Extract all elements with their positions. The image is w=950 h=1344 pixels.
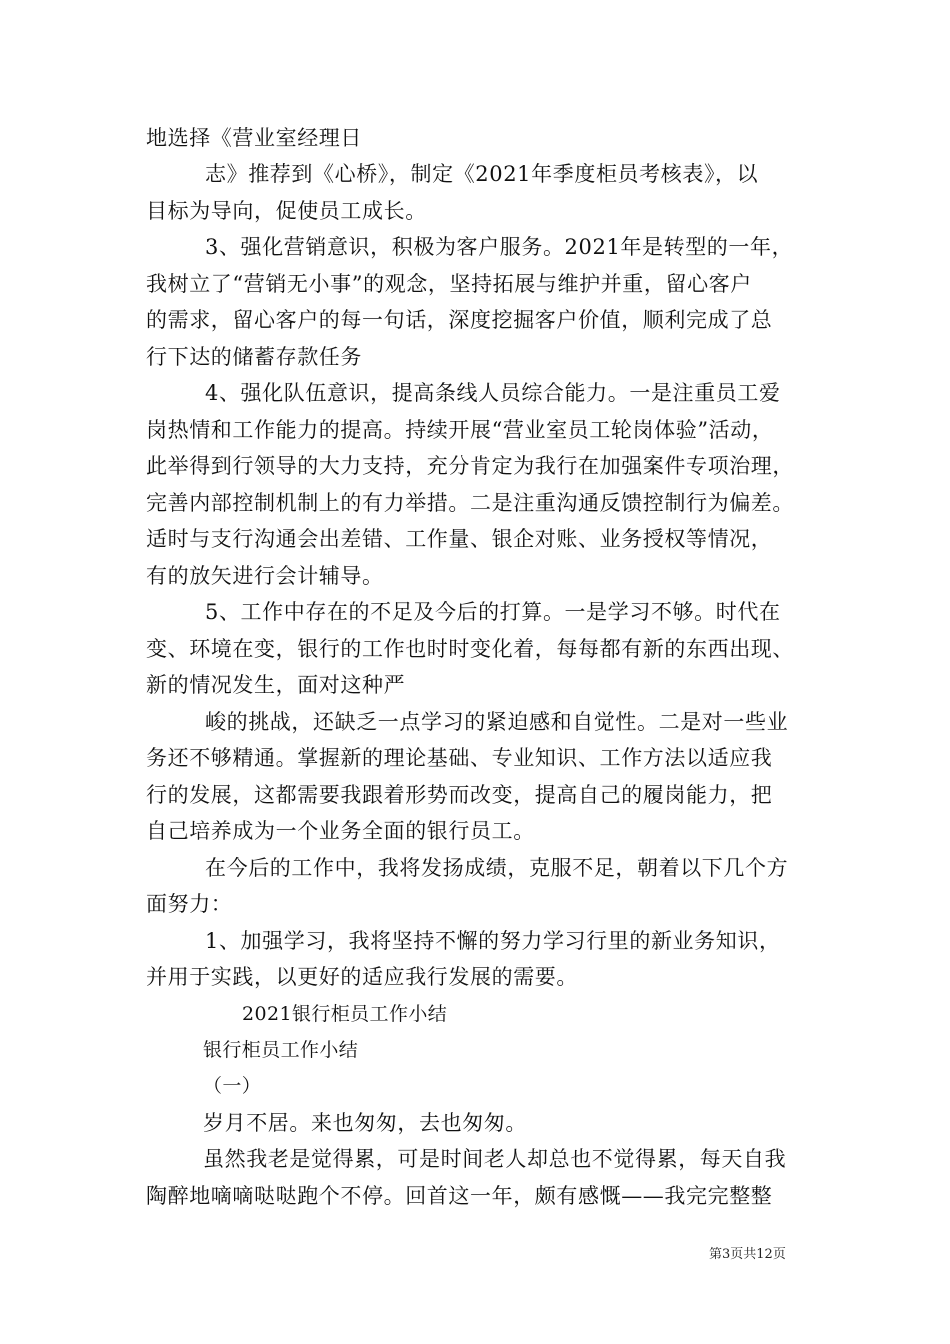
text-line: 适时与支行沟通会出差错、工作量、银企对账、业务授权等情况， [146,527,773,551]
section-number: （一） [203,1075,262,1097]
text-line: 完善内部控制机制上的有力举措。二是注重沟通反馈控制行为偏差。 [146,491,794,515]
text-line: 面努力： [146,892,233,916]
text-line: 地选择《营业室经理日 [146,126,362,150]
text-line: 在今后的工作中，我将发扬成绩，克服不足，朝着以下几个方 [205,856,789,880]
text-line: 虽然我老是觉得累，可是时间老人却总也不觉得累，每天自我 [203,1147,787,1171]
text-line: 的需求，留心客户的每一句话，深度挖掘客户价值，顺利完成了总 [146,308,773,332]
text-line: 变、环境在变，银行的工作也时时变化着，每每都有新的东西出现、 [146,637,794,661]
text-line: 陶醉地嘀嘀哒哒跑个不停。回首这一年，颇有感慨——我完完整整 [146,1184,773,1208]
text-line: 务还不够精通。掌握新的理论基础、专业知识、工作方法以适应我 [146,746,773,770]
text-line: 有的放矢进行会计辅导。 [146,564,384,588]
text-line: 志》推荐到《心桥》，制定《2021年季度柜员考核表》，以 [205,162,759,186]
text-line: 新的情况发生，面对这种严 [146,673,406,697]
text-line: 目标为导向，促使员工成长。 [146,199,427,223]
text-line: 自己培养成为一个业务全面的银行员工。 [146,819,535,843]
text-line: 4、强化队伍意识，提高条线人员综合能力。一是注重员工爱 [205,381,781,405]
text-line: 行的发展，这都需要我跟着形势而改变，提高自己的履岗能力，把 [146,783,773,807]
text-line: 峻的挑战，还缺乏一点学习的紧迫感和自觉性。二是对一些业 [205,710,789,734]
section-heading: 2021银行柜员工作小结 [242,1003,448,1025]
text-line: 5、工作中存在的不足及今后的打算。一是学习不够。时代在 [205,600,781,624]
text-line: 岗热情和工作能力的提高。持续开展“营业室员工轮岗体验”活动， [146,418,774,442]
text-line: 行下达的储蓄存款任务 [146,345,362,369]
page-number: 第3页共12页 [709,1247,786,1262]
section-subheading: 银行柜员工作小结 [203,1039,359,1061]
text-line: 并用于实践，以更好的适应我行发展的需要。 [146,965,578,989]
text-line: 此举得到行领导的大力支持，充分肯定为我行在加强案件专项治理， [146,454,794,478]
text-line: 3、强化营销意识，积极为客户服务。2021年是转型的一年， [205,235,794,259]
text-line: 1、加强学习，我将坚持不懈的努力学习行里的新业务知识， [205,929,781,953]
text-line: 岁月不居。来也匆匆，去也匆匆。 [203,1111,527,1135]
text-line: 我树立了“营销无小事”的观念，坚持拓展与维护并重，留心客户 [146,272,752,296]
